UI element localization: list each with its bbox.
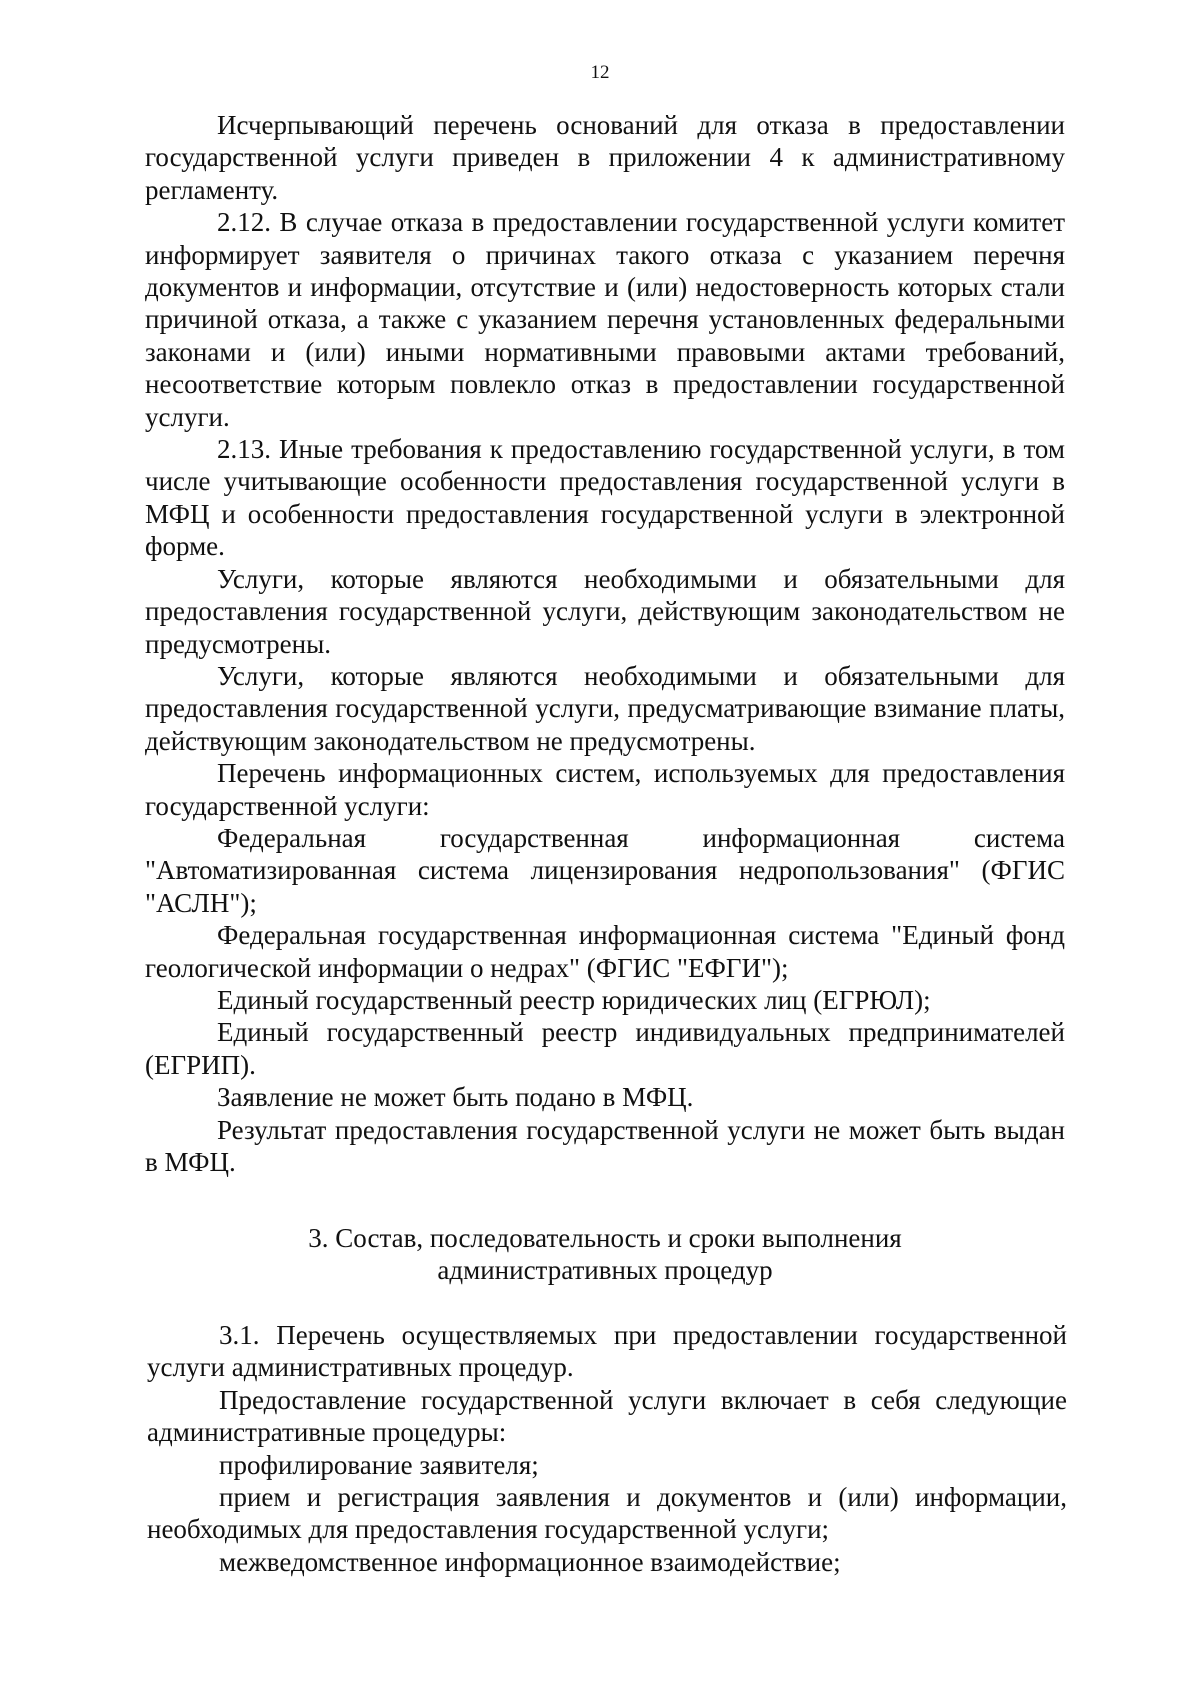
paragraph-3-1: 3.1. Перечень осуществляемых при предоставлении государственной услуги административных процедур. (147, 1320, 1067, 1383)
paragraph-fgis-asln: Федеральная государственная информационная система "Автоматизированная система лицензирования недропользования" (ФГИС "АСЛН"); (145, 822, 1065, 918)
body-text-before-section (145, 109, 1065, 1178)
paragraph-procedures-intro: Предоставление государственной услуги включает в себя следующие административные процедуры: (147, 1384, 1067, 1448)
paragraph-info-systems-intro: Перечень информационных систем, используемых для предоставления государственной услуги: (145, 758, 1065, 821)
paragraph-refusal-grounds: Исчерпывающий перечень оснований для отказа в предоставлении государственной услуги приведен в приложении 4 к административному регламенту. (145, 110, 1065, 205)
list-item-profiling: профилирование заявителя; (219, 1449, 539, 1480)
section-3-heading (145, 1222, 1065, 1287)
paragraph-fgis-efgi: Федеральная государственная информационная система "Единый фонд геологической информации о недрах" (ФГИС "ЕФГИ"); (145, 920, 1065, 983)
section-heading-line1: 3. Состав, последовательность и сроки выполнения (308, 1223, 902, 1253)
paragraph-required-services: Услуги, которые являются необходимыми и обязательными для предоставления государственной услуги, действующим законодательством не предусмотрены. (145, 563, 1065, 659)
paragraph-egrip: Единый государственный реестр индивидуальных предпринимателей (ЕГРИП). (145, 1017, 1065, 1080)
paragraph-application-mfc: Заявление не может быть подано в МФЦ. (217, 1082, 694, 1113)
list-item-interagency-interaction: межведомственное информационное взаимодействие; (219, 1546, 841, 1577)
list-item-reception-registration: прием и регистрация заявления и документов и (или) информации, необходимых для предоставления государственной услуги; (147, 1482, 1067, 1545)
paragraph-egrul: Единый государственный реестр юридических лиц (ЕГРЮЛ); (217, 984, 931, 1015)
paragraph-2-12: 2.12. В случае отказа в предоставлении государственной услуги комитет информирует заявителя о причинах такого отказа с указанием перечня документов и информации, отсутствие и (или) недостоверность которых стали причиной отказа, а также с указанием перечня установленных федеральными законами и (или) иными нормативными правовыми актами требований, несоответствие которым повлекло отказ в предоставлении государственной услуги. (145, 207, 1065, 432)
section-heading-line2: административных процедур (437, 1255, 773, 1286)
paragraph-result-mfc: Результат предоставления государственной услуги не может быть выдан в МФЦ. (145, 1114, 1065, 1177)
page-number: 12 (590, 62, 610, 83)
paragraph-2-13: 2.13. Иные требования к предоставлению государственной услуги, в том числе учитывающие особенности предоставления государственной услуги в МФЦ и особенности предоставления государственной услуги в электронной форме. (145, 434, 1065, 562)
body-text-after-section (147, 1319, 1067, 1578)
paragraph-paid-services: Услуги, которые являются необходимыми и обязательными для предоставления государственной услуги, предусматривающие взимание платы, действующим законодательством не предусмотрены. (145, 660, 1065, 756)
